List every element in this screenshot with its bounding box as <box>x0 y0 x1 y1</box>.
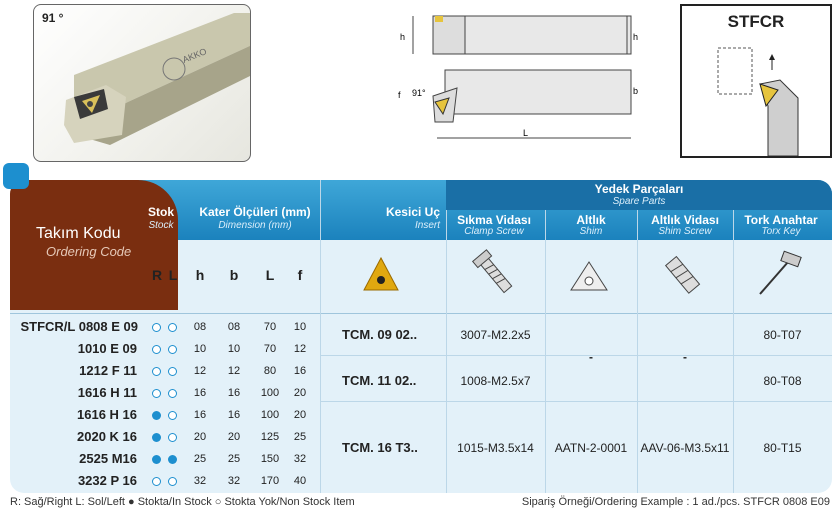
dimension-header-en: Dimension (mm) <box>218 220 292 231</box>
row-code: 3232 P 16 <box>77 473 137 488</box>
row-code: 1010 E 09 <box>77 341 137 356</box>
stock-dot-R <box>152 345 161 354</box>
cell-h: 08 <box>193 321 207 333</box>
stock-dot-R <box>152 411 161 420</box>
cell-b: 16 <box>227 409 241 421</box>
ordering-code-header <box>10 180 178 310</box>
row-code: 1616 H 11 <box>77 385 137 400</box>
table-row <box>0 361 836 383</box>
cell-L_mm: 80 <box>263 365 277 377</box>
col-h: h <box>195 267 205 283</box>
stock-dot-L <box>168 367 177 376</box>
cell-h: 20 <box>193 431 207 443</box>
row-code: 2525 M16 <box>79 451 137 466</box>
cell-h: 10 <box>193 343 207 355</box>
shim-screw-header-en: Shim Screw <box>658 226 712 237</box>
table-row <box>0 317 836 339</box>
cell-f: 40 <box>293 475 307 487</box>
ordering-code-tr: Takım Kodu <box>36 225 121 242</box>
stock-dot-L <box>168 455 177 464</box>
ordering-code-en: Ordering Code <box>46 244 132 259</box>
stock-dot-L <box>168 411 177 420</box>
cell-f: 16 <box>293 365 307 377</box>
col-R: R <box>151 267 163 283</box>
torx-group-1: 80-T07 <box>763 328 802 342</box>
dim-h-right: h <box>633 32 639 42</box>
cell-L_mm: 100 <box>260 409 280 421</box>
torx-group-2: 80-T08 <box>763 374 802 388</box>
row-code: 1212 F 11 <box>79 363 137 378</box>
cell-f: 32 <box>293 453 307 465</box>
shim-screw-group-3: AAV-06-M3.5x11 <box>640 441 730 455</box>
shim-header-tr: Altlık <box>576 213 606 227</box>
stfcr-sketch <box>682 6 830 156</box>
stock-dot-L <box>168 389 177 398</box>
spare-header-tr: Yedek Parçaları <box>594 182 684 196</box>
stock-dot-R <box>152 433 161 442</box>
insert-icon <box>356 250 406 296</box>
spare-header-en: Spare Parts <box>612 196 666 207</box>
cell-f: 10 <box>293 321 307 333</box>
col-f: f <box>297 267 303 283</box>
angle-91: 91° <box>412 88 426 98</box>
stock-dot-R <box>152 389 161 398</box>
stock-dot-L <box>168 477 177 486</box>
corner-marker <box>3 163 29 189</box>
cell-L_mm: 70 <box>263 343 277 355</box>
dim-b: b <box>633 86 639 96</box>
cell-h: 12 <box>193 365 207 377</box>
cell-b: 20 <box>227 431 241 443</box>
clamp-screw-icon <box>470 248 520 300</box>
cell-L_mm: 125 <box>260 431 280 443</box>
clamp-group-3: 1015-M3.5x14 <box>457 441 534 455</box>
cell-f: 25 <box>293 431 307 443</box>
torx-header-tr: Tork Anahtar <box>744 213 818 227</box>
clamp-group-2: 1008-M2.5x7 <box>460 374 531 388</box>
col-Lmm: L <box>265 267 275 283</box>
insert-group-1: TCM. 09 02.. <box>342 327 418 342</box>
shim-screw-header-tr: Altlık Vidası <box>651 213 719 227</box>
stock-dot-L <box>168 345 177 354</box>
cell-b: 16 <box>227 387 241 399</box>
shim-header-en: Shim <box>579 226 603 237</box>
tool-photo <box>33 4 251 162</box>
cell-b: 25 <box>227 453 241 465</box>
stock-dot-L <box>168 433 177 442</box>
stfcr-diagram <box>680 4 832 158</box>
stock-dot-R <box>152 455 161 464</box>
clamp-header-en: Clamp Screw <box>464 226 524 237</box>
cell-f: 20 <box>293 409 307 421</box>
dim-h-left: h <box>400 32 406 42</box>
clamp-header-tr: Sıkma Vidası <box>457 213 531 227</box>
technical-drawing <box>395 10 655 150</box>
dimension-header-tr: Kater Ölçüleri (mm) <box>199 205 311 219</box>
cell-b: 08 <box>227 321 241 333</box>
cell-h: 32 <box>193 475 207 487</box>
dim-L: L <box>523 128 529 138</box>
cell-h: 16 <box>193 387 207 399</box>
col-b: b <box>229 267 239 283</box>
torx-key-icon <box>752 248 808 300</box>
shim-icon <box>565 256 613 296</box>
clamp-group-1: 3007-M2.2x5 <box>460 328 531 342</box>
row-code: 2020 K 16 <box>77 429 137 444</box>
cell-b: 12 <box>227 365 241 377</box>
stock-dot-R <box>152 323 161 332</box>
brand-text: AKKO <box>181 46 208 65</box>
shim-screw-dash: - <box>683 350 687 364</box>
stfcr-title: STFCR <box>727 12 785 31</box>
footer-example: Sipariş Örneği/Ordering Example : 1 ad./pcs. STFCR 0808 E09 <box>521 496 830 508</box>
torx-header-en: Torx Key <box>761 226 801 237</box>
insert-header-tr: Kesici Uç <box>385 205 440 219</box>
tool-holder-image <box>34 5 251 162</box>
col-L: L <box>168 267 178 283</box>
row-code: STFCR/L 0808 E 09 <box>20 319 138 334</box>
stock-header-en: Stock <box>148 220 174 231</box>
cell-h: 16 <box>193 409 207 421</box>
shim-screw-icon <box>662 250 706 300</box>
row-code: 1616 H 16 <box>77 407 137 422</box>
insert-group-3: TCM. 16 T3.. <box>342 440 418 455</box>
table-row <box>0 471 836 493</box>
cell-L_mm: 170 <box>260 475 280 487</box>
shim-dash: - <box>589 350 593 364</box>
cell-f: 20 <box>293 387 307 399</box>
insert-group-2: TCM. 11 02.. <box>342 373 417 388</box>
cell-L_mm: 150 <box>260 453 280 465</box>
torx-group-3: 80-T15 <box>763 441 802 455</box>
footer-legend: R: Sağ/Right L: Sol/Left ● Stokta/In Stock ○ Stokta Yok/Non Stock Item <box>10 496 355 508</box>
cell-f: 12 <box>293 343 307 355</box>
cell-L_mm: 70 <box>263 321 277 333</box>
dim-f: f <box>398 90 401 100</box>
stock-dot-L <box>168 323 177 332</box>
stock-dot-R <box>152 477 161 486</box>
cell-h: 25 <box>193 453 207 465</box>
cell-b: 32 <box>227 475 241 487</box>
angle-label: 91 ° <box>42 11 64 25</box>
stock-dot-R <box>152 367 161 376</box>
table-row <box>0 383 836 405</box>
shim-group-3: AATN-2-0001 <box>554 441 628 455</box>
cell-b: 10 <box>227 343 241 355</box>
table-row <box>0 405 836 427</box>
cell-L_mm: 100 <box>260 387 280 399</box>
stock-header-tr: Stok <box>147 205 174 219</box>
insert-header-en: Insert <box>414 220 440 231</box>
